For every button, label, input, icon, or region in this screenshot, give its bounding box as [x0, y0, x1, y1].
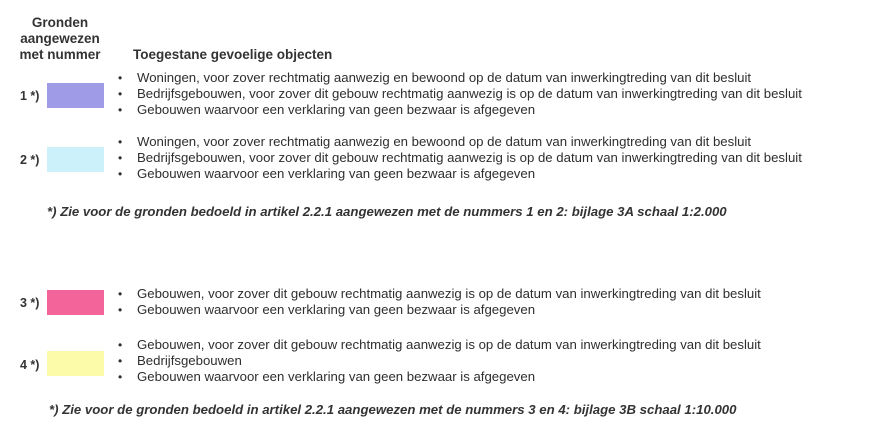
group-1-swatch	[47, 83, 104, 108]
list-item: • Bedrijfsgebouwen, voor zover dit gebouw rechtmatig aanwezig is op de datum van inwerkingtreding van dit besluit	[118, 86, 802, 101]
column-header-grounds	[8, 15, 112, 63]
list-item: • Woningen, voor zover rechtmatig aanwezig en bewoond op de datum van inwerkingtreding van dit besluit	[118, 70, 752, 85]
group-2-list	[118, 134, 802, 182]
bullet-icon: •	[118, 103, 123, 117]
bullet-icon: •	[118, 87, 123, 101]
group-3-list	[118, 286, 761, 318]
column-header-line: Gronden	[31, 15, 89, 30]
footnote-groups-3-4: *) Zie voor de gronden bedoeld in artikel 2.2.1 aangewezen met de nummers 3 en 4: bijlage 3B schaal 1:10.000	[49, 402, 737, 417]
group-3-label: 3 *)	[20, 296, 40, 310]
bullet-icon: •	[118, 370, 123, 384]
list-item: • Gebouwen, voor zover dit gebouw rechtmatig aanwezig is op de datum van inwerkingtreding van dit besluit	[118, 337, 761, 352]
bullet-icon: •	[118, 151, 123, 165]
list-item: • Woningen, voor zover rechtmatig aanwezig en bewoond op de datum van inwerkingtreding van dit besluit	[118, 134, 752, 149]
group-4-swatch	[47, 351, 104, 376]
list-item: • Gebouwen waarvoor een verklaring van geen bezwaar is afgegeven	[118, 102, 536, 117]
column-header-objects: Toegestane gevoelige objecten	[133, 47, 333, 62]
group-1-label: 1 *)	[20, 89, 40, 103]
group-4-list	[118, 337, 761, 385]
list-item: • Gebouwen waarvoor een verklaring van geen bezwaar is afgegeven	[118, 302, 536, 317]
group-4-label: 4 *)	[20, 358, 40, 372]
column-header-line: met nummer	[19, 47, 101, 62]
bullet-icon: •	[118, 167, 123, 181]
list-item: • Bedrijfsgebouwen	[118, 353, 242, 368]
group-3-swatch	[47, 290, 104, 315]
list-item: • Gebouwen waarvoor een verklaring van geen bezwaar is afgegeven	[118, 369, 536, 384]
group-1-list	[118, 70, 802, 118]
list-item: • Bedrijfsgebouwen, voor zover dit gebouw rechtmatig aanwezig is op de datum van inwerkingtreding van dit besluit	[118, 150, 802, 165]
footnote-groups-1-2: *) Zie voor de gronden bedoeld in artikel 2.2.1 aangewezen met de nummers 1 en 2: bijlage 3A schaal 1:2.000	[47, 204, 727, 219]
list-item: • Gebouwen, voor zover dit gebouw rechtmatig aanwezig is op de datum van inwerkingtreding van dit besluit	[118, 286, 761, 301]
bullet-icon: •	[118, 135, 123, 149]
bullet-icon: •	[118, 287, 123, 301]
column-header-line: aangewezen	[20, 31, 100, 46]
bullet-icon: •	[118, 303, 123, 317]
bullet-icon: •	[118, 71, 123, 85]
group-2-label: 2 *)	[20, 153, 40, 167]
group-2-swatch	[47, 147, 104, 172]
list-item: • Gebouwen waarvoor een verklaring van geen bezwaar is afgegeven	[118, 166, 536, 181]
bullet-icon: •	[118, 338, 123, 352]
bullet-icon: •	[118, 354, 123, 368]
